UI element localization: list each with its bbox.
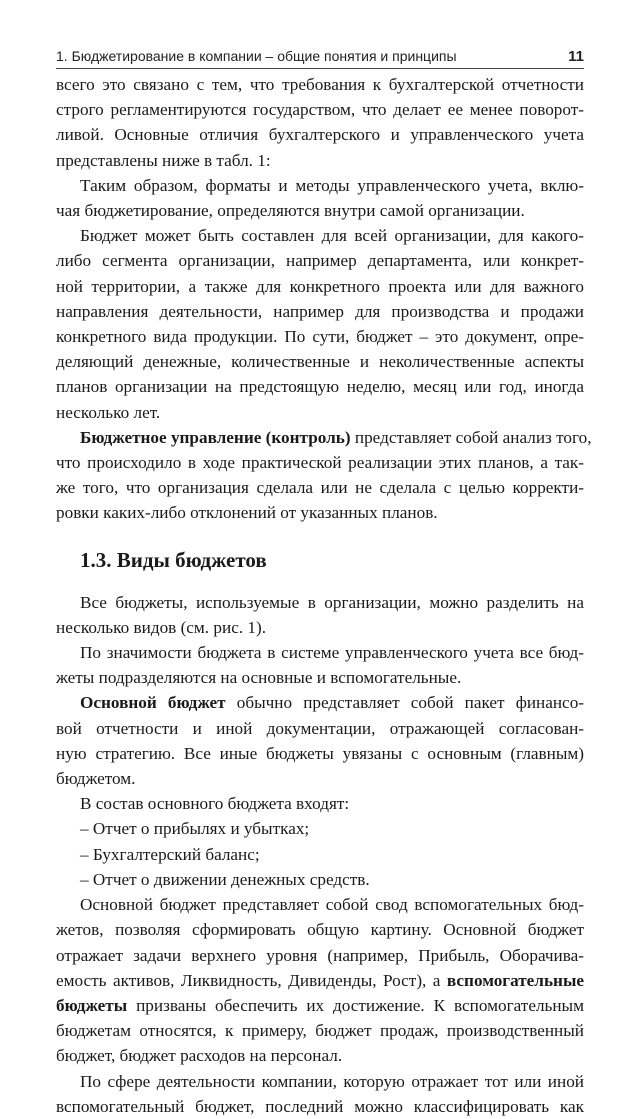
text-line: либо сегмента организации, например департамента, или конкрет- — [56, 251, 584, 271]
text-line: представлены ниже в табл. 1: — [56, 150, 271, 170]
text-line: По значимости бюджета в системе управленческого учета все бюд- — [80, 643, 584, 663]
paragraph — [56, 892, 584, 1068]
text-line: всего это связано с тем, что требования к бухгалтерской отчетности — [56, 75, 584, 94]
text-line: деляющий денежные, количественные и неколичественные аспекты — [56, 352, 584, 372]
text-line: Бюджет может быть составлен для всей организации, для какого- — [80, 226, 584, 246]
paragraph — [56, 223, 584, 425]
text-line: ровки каких-либо отклонений от указанных планов. — [56, 503, 438, 523]
text-line: Таким образом, форматы и методы управленческого учета, вклю- — [80, 175, 584, 195]
text-line: же того, что организация сделала или не сделала с целью корректи- — [56, 478, 584, 498]
text-line: В состав основного бюджета входят: — [80, 794, 350, 814]
text-line: ную стратегию. Все иные бюджеты увязаны с основным (главным) — [56, 743, 584, 763]
text-line: несколько лет. — [56, 402, 161, 422]
text-run: призваны обеспечить их достижение. К вспомогательным — [127, 995, 584, 1015]
text-line: что происходило в ходе практической реализации этих планов, а так- — [56, 453, 584, 473]
paragraph — [56, 173, 584, 223]
text-line: ной территории, а также для конкретного проекта или для важного — [56, 276, 584, 296]
header-rule — [56, 68, 584, 69]
running-header — [56, 48, 584, 65]
bold-term: Бюджетное управление (контроль) — [80, 427, 351, 447]
paragraph — [56, 1069, 584, 1119]
list-item: – Отчет о движении денежных средств. — [80, 869, 370, 889]
text-line: Основной бюджет представляет собой свод вспомогательных бюд- — [80, 895, 584, 915]
text-line: жетов, позволяя сформировать общую картину. Основной бюджет — [56, 920, 584, 940]
paragraph — [56, 640, 584, 690]
text-run: обычно представляет собой пакет финансо- — [225, 693, 585, 713]
bold-term: вспомогательные — [446, 970, 584, 990]
text-line: бюджет, бюджет расходов на персонал. — [56, 1046, 343, 1066]
paragraph — [56, 425, 592, 526]
page-number: 11 — [568, 48, 584, 65]
text-line: конкретного вида продукции. По сути, бюджет – это документ, опре- — [56, 327, 584, 347]
text-line: По сфере деятельности компании, которую отражает тот или иной — [80, 1071, 584, 1091]
text-line: бюджетом. — [56, 769, 136, 789]
paragraph — [56, 72, 584, 173]
list-item: – Отчет о прибылях и убытках; — [80, 819, 310, 839]
text-line: строго регламентируются государством, что делает ее менее поворот- — [56, 100, 584, 120]
text-line — [56, 993, 584, 1018]
text-line: отражает задачи верхнего уровня (например, Прибыль, Оборачива- — [56, 945, 584, 965]
text-line — [56, 690, 584, 715]
body-text — [56, 72, 592, 1119]
paragraph — [56, 690, 584, 791]
text-run: представляет собой анализ того, — [350, 427, 592, 447]
text-line — [56, 968, 584, 993]
text-line: чая бюджетирование, определяются внутри самой организации. — [56, 201, 525, 221]
text-line — [56, 425, 592, 450]
text-line: ливой. Основные отличия бухгалтерского и управленческого учета — [56, 125, 584, 145]
bold-term: Основной бюджет — [80, 693, 226, 713]
text-line: вспомогательный бюджет, последний можно классифицировать как — [56, 1096, 584, 1116]
paragraph — [56, 791, 584, 892]
text-line: направления деятельности, например для производства и продажи — [56, 301, 584, 321]
chapter-title: 1. Бюджетирование в компании – общие понятия и принципы — [56, 48, 457, 64]
text-run: емость активов, Ликвидность, Дивиденды, Рост), а — [56, 970, 441, 990]
text-line: несколько видов (см. рис. 1). — [56, 617, 267, 637]
list-item: – Бухгалтерский баланс; — [80, 844, 260, 864]
text-line: вой отчетности и иной документации, отражающей согласован- — [56, 718, 584, 738]
section-heading: 1.3. Виды бюджетов — [80, 547, 267, 572]
text-line: Все бюджеты, используемые в организации, можно разделить на — [80, 592, 584, 612]
text-line: планов организации на предстоящую неделю, месяц или год, иногда — [56, 377, 584, 397]
bold-term: бюджеты — [56, 995, 128, 1015]
text-line: бюджетам относятся, к примеру, бюджет продаж, производственный — [56, 1021, 584, 1041]
paragraph — [56, 590, 584, 640]
text-line: жеты подразделяются на основные и вспомогательные. — [56, 668, 462, 688]
